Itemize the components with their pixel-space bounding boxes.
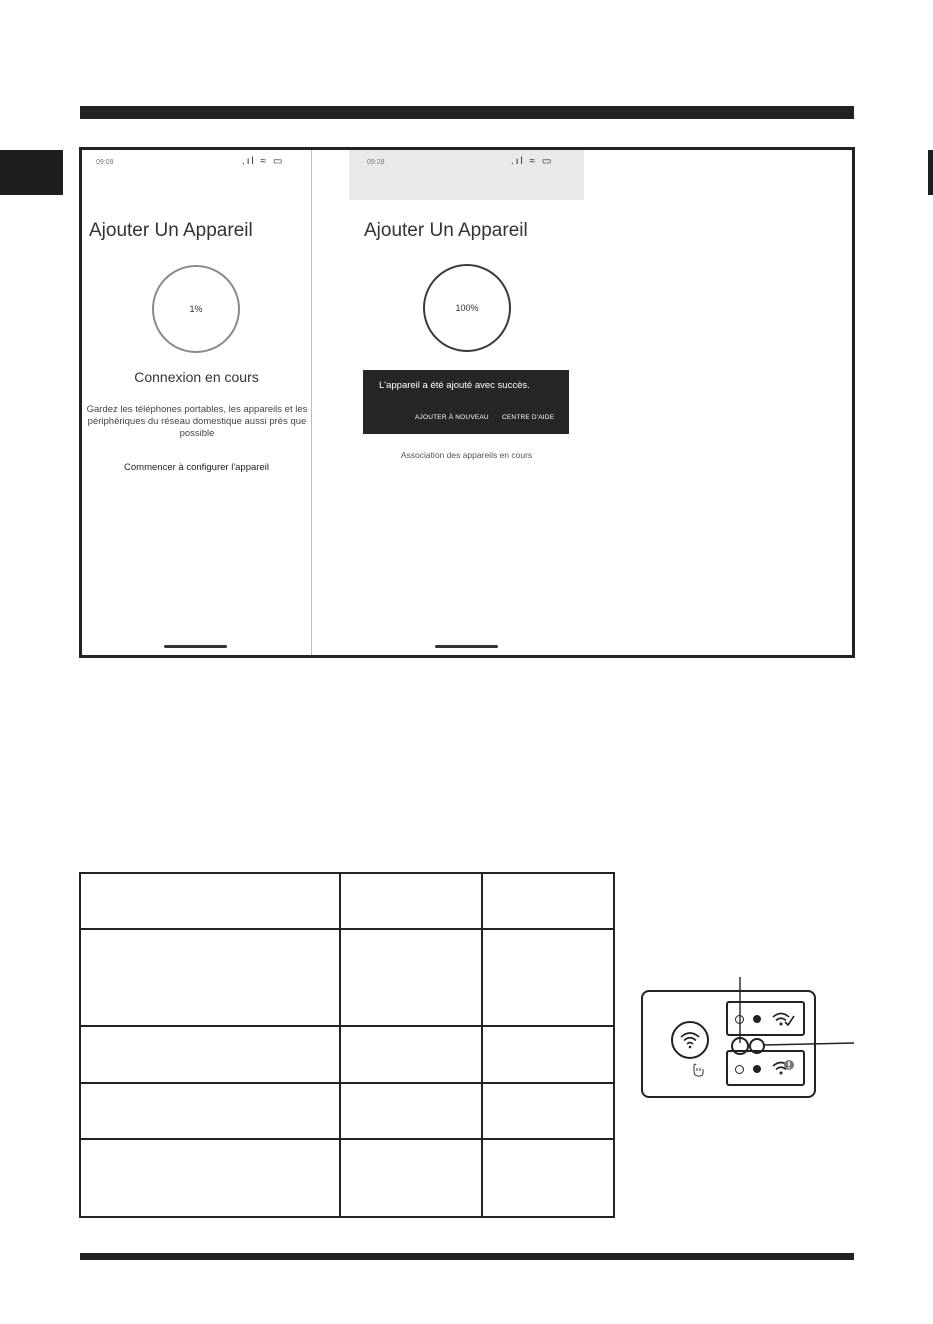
table-row-divider xyxy=(79,1025,613,1027)
wifi-alert-icon xyxy=(771,1058,795,1078)
right-edge-mark xyxy=(928,150,933,195)
bottom-rule xyxy=(80,1253,854,1260)
status-time: 09:28 xyxy=(367,159,385,166)
progress-ring xyxy=(152,265,240,353)
status-icons: .ıl ≈ ▭ xyxy=(242,156,285,167)
phone-screen-right xyxy=(349,150,584,652)
screen-title: Ajouter Un Appareil xyxy=(89,220,253,241)
table-column-divider xyxy=(339,872,341,1216)
help-center-button[interactable]: CENTRE D'AIDE xyxy=(502,414,555,421)
callout-lines xyxy=(728,975,856,1055)
success-snackbar xyxy=(363,370,569,434)
wifi-touch-icon xyxy=(681,1033,699,1048)
advice-text: Gardez les téléphones portables, les appareils et les périphériques du réseau domestique aussi près que possible xyxy=(86,404,308,439)
status-icons: .ıl ≈ ▭ xyxy=(511,156,554,167)
wifi-touch-button xyxy=(668,1018,716,1078)
panel-divider xyxy=(311,150,312,655)
table-row-divider xyxy=(79,1138,613,1140)
progress-percent: 1% xyxy=(189,304,203,314)
progress-label: Connexion en cours xyxy=(134,369,259,385)
top-rule xyxy=(80,106,854,119)
screen-title: Ajouter Un Appareil xyxy=(364,220,528,241)
table-column-divider xyxy=(481,872,483,1216)
home-indicator xyxy=(164,645,227,648)
progress-ring xyxy=(423,264,511,352)
progress-percent: 100% xyxy=(455,303,479,313)
status-table xyxy=(79,872,615,1218)
status-bar xyxy=(349,150,584,200)
add-again-button[interactable]: AJOUTER À NOUVEAU xyxy=(415,414,489,421)
touch-hand-icon xyxy=(694,1064,703,1076)
table-row-divider xyxy=(79,1082,613,1084)
phone-screen-left xyxy=(82,150,311,652)
association-status: Association des appareils en cours xyxy=(400,450,533,460)
led-bottom-right xyxy=(753,1065,761,1073)
table-row-divider xyxy=(79,928,613,930)
led-bottom-left xyxy=(735,1065,744,1074)
status-time: 09:09 xyxy=(96,159,114,166)
status-bar xyxy=(82,150,311,200)
start-configuration-link[interactable]: Commencer à configurer l'appareil xyxy=(124,462,269,473)
home-indicator xyxy=(435,645,498,648)
chapter-tab xyxy=(0,150,63,195)
snackbar-message: L'appareil a été ajouté avec succès. xyxy=(379,380,530,391)
